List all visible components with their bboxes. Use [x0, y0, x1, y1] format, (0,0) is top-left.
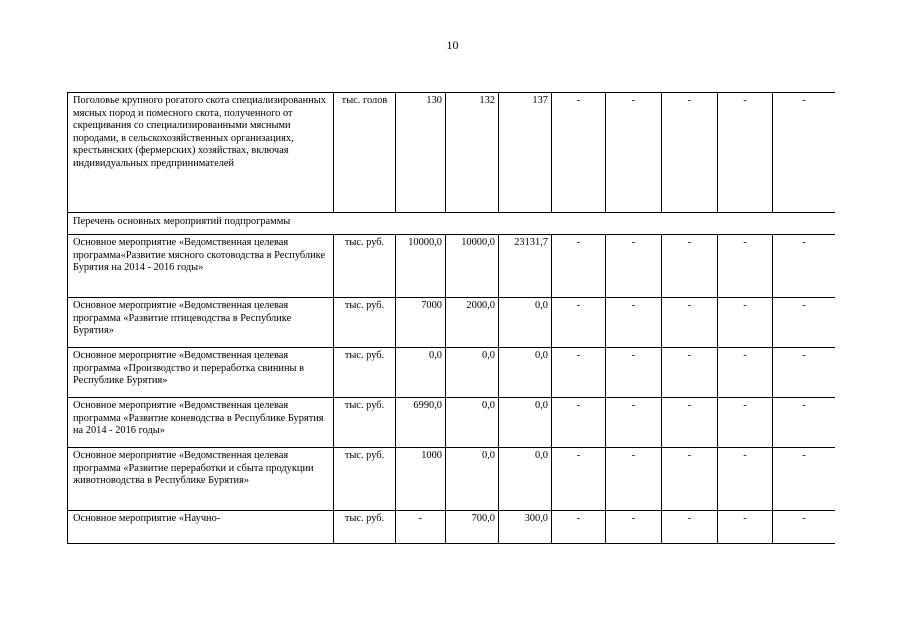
row-value-5: -: [606, 348, 662, 398]
row-name: Основное мероприятие «Научно-: [68, 511, 334, 544]
row-value-1: 7000: [396, 298, 446, 348]
page-number: 10: [446, 38, 459, 52]
row-value-4: -: [552, 511, 606, 544]
row-unit: тыс. руб.: [334, 235, 396, 298]
row-value-4: -: [552, 235, 606, 298]
table-row: [68, 511, 836, 544]
row-value-8: -: [773, 298, 836, 348]
row-value-4: -: [552, 448, 606, 511]
row-value-2: 0,0: [446, 448, 499, 511]
table-row: [68, 235, 836, 298]
row-value-1: 130: [396, 93, 446, 213]
row-value-8: -: [773, 235, 836, 298]
row-value-4: -: [552, 93, 606, 213]
row-value-3: 0,0: [499, 298, 552, 348]
row-value-8: -: [773, 93, 836, 213]
row-value-6: -: [662, 511, 718, 544]
row-value-5: -: [606, 93, 662, 213]
row-value-7: -: [718, 398, 773, 448]
row-name: Основное мероприятие «Ведомственная целевая программа «Развитие птицеводства в Республике Бурятия»: [68, 298, 334, 348]
row-value-7: -: [718, 348, 773, 398]
row-value-6: -: [662, 448, 718, 511]
row-value-3: 300,0: [499, 511, 552, 544]
row-value-1: 1000: [396, 448, 446, 511]
row-unit: тыс. руб.: [334, 298, 396, 348]
row-value-8: -: [773, 348, 836, 398]
row-name: Поголовье крупного рогатого скота специализированных мясных пород и помесного скота, полученного от скрещивания со специализированными мясными породами, в сельскохозяйственных организациях, крестьянских (фермерских) хозяйствах, включая индивидуальных предпринимателей: [68, 93, 334, 213]
row-value-6: -: [662, 398, 718, 448]
row-value-4: -: [552, 348, 606, 398]
row-value-2: 132: [446, 93, 499, 213]
section-heading: Перечень основных мероприятий подпрограммы: [68, 213, 836, 235]
row-value-1: -: [396, 511, 446, 544]
section-row: [68, 213, 836, 235]
table-row: [68, 348, 836, 398]
row-value-5: -: [606, 398, 662, 448]
row-value-5: -: [606, 235, 662, 298]
table-row: [68, 398, 836, 448]
row-value-7: -: [718, 448, 773, 511]
row-value-6: -: [662, 298, 718, 348]
row-name: Основное мероприятие «Ведомственная целевая программа «Производство и переработка свинины в Республике Бурятия»: [68, 348, 334, 398]
row-value-7: -: [718, 511, 773, 544]
row-value-7: -: [718, 93, 773, 213]
row-value-3: 0,0: [499, 398, 552, 448]
row-value-6: -: [662, 348, 718, 398]
row-value-4: -: [552, 398, 606, 448]
row-value-5: -: [606, 298, 662, 348]
row-value-3: 137: [499, 93, 552, 213]
row-unit: тыс. голов: [334, 93, 396, 213]
row-value-8: -: [773, 398, 836, 448]
row-value-8: -: [773, 448, 836, 511]
row-value-2: 0,0: [446, 348, 499, 398]
row-value-2: 10000,0: [446, 235, 499, 298]
table-row: [68, 93, 836, 213]
row-value-2: 0,0: [446, 398, 499, 448]
row-value-8: -: [773, 511, 836, 544]
indicators-table-container: [67, 92, 835, 568]
row-value-3: 0,0: [499, 448, 552, 511]
row-name: Основное мероприятие «Ведомственная целевая программа «Развитие коневодства в Республике Бурятия на 2014 - 2016 годы»: [68, 398, 334, 448]
row-unit: тыс. руб.: [334, 348, 396, 398]
row-value-5: -: [606, 511, 662, 544]
row-value-1: 10000,0: [396, 235, 446, 298]
table-row: [68, 298, 836, 348]
row-value-6: -: [662, 235, 718, 298]
row-value-1: 0,0: [396, 348, 446, 398]
row-value-7: -: [718, 298, 773, 348]
table-row: [68, 448, 836, 511]
indicators-table: [67, 92, 835, 544]
row-value-3: 0,0: [499, 348, 552, 398]
row-value-7: -: [718, 235, 773, 298]
row-value-2: 700,0: [446, 511, 499, 544]
row-value-6: -: [662, 93, 718, 213]
row-value-3: 23131,7: [499, 235, 552, 298]
row-value-2: 2000,0: [446, 298, 499, 348]
row-unit: тыс. руб.: [334, 448, 396, 511]
row-name: Основное мероприятие «Ведомственная целевая программа «Развитие переработки и сбыта продукции животноводства в Республике Бурятия»: [68, 448, 334, 511]
row-unit: тыс. руб.: [334, 511, 396, 544]
row-value-5: -: [606, 448, 662, 511]
row-name: Основное мероприятие «Ведомственная целевая программа«Развитие мясного скотоводства в Республике Бурятия на 2014 - 2016 годы»: [68, 235, 334, 298]
row-value-4: -: [552, 298, 606, 348]
row-value-1: 6990,0: [396, 398, 446, 448]
row-unit: тыс. руб.: [334, 398, 396, 448]
